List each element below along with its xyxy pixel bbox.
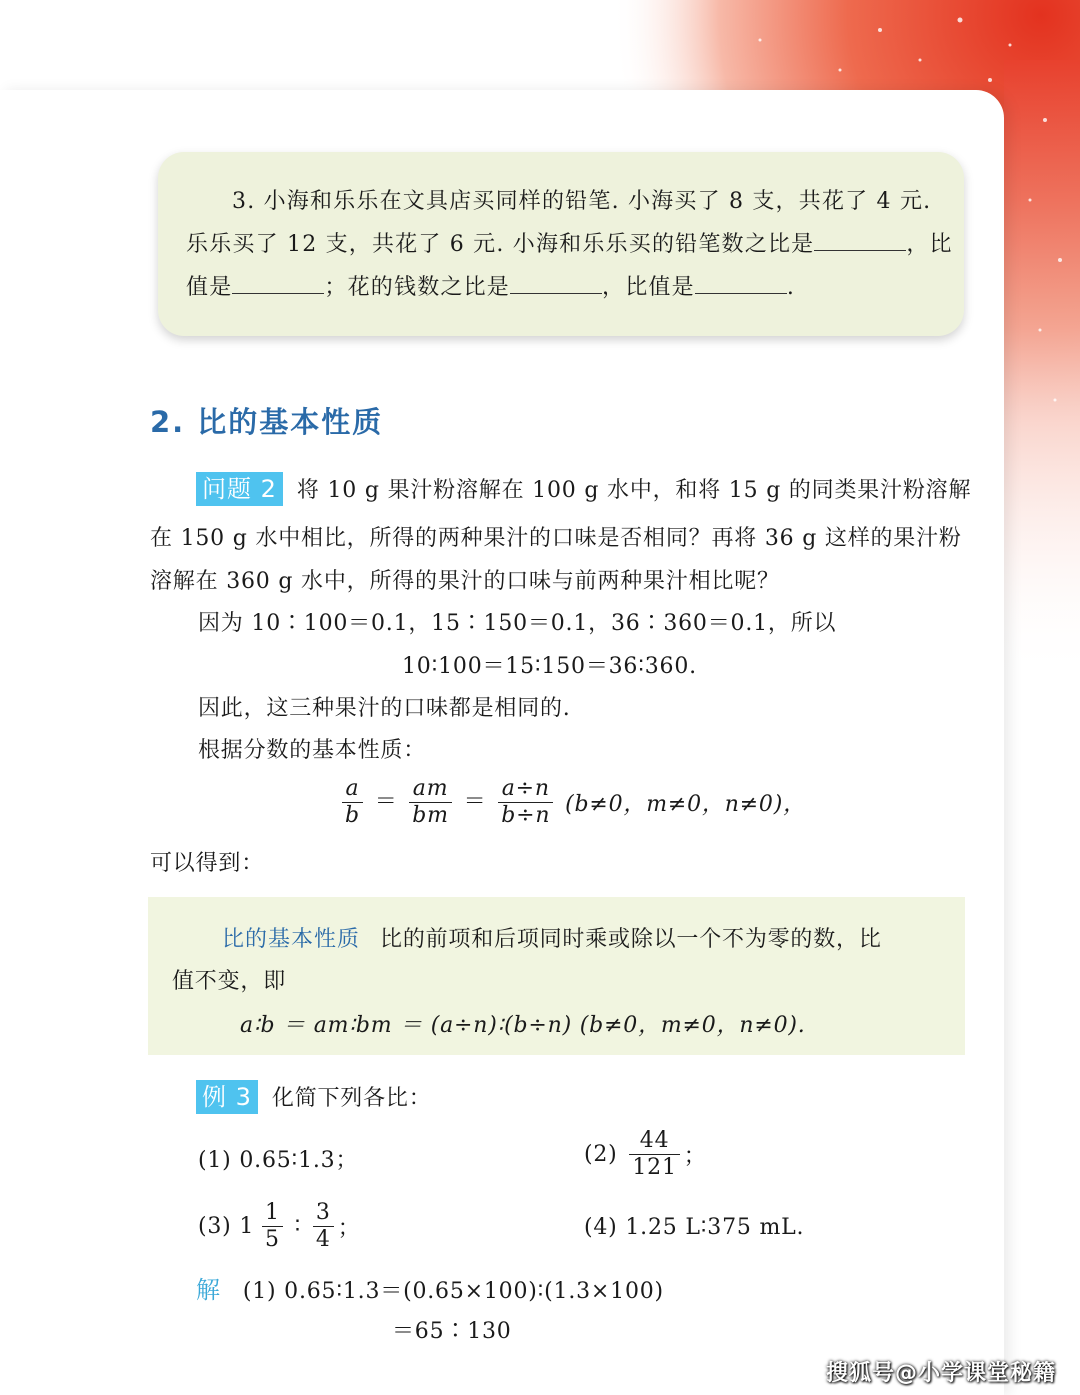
solution-line-2: ＝65∶130: [392, 1319, 512, 1344]
item-3-label: (3) 1: [198, 1214, 255, 1239]
exercise-3-line-2-text: 乐乐买了 12 支，共花了 6 元. 小海和乐乐买的铅笔数之比是: [186, 232, 815, 257]
property-name: 比的基本性质: [222, 927, 361, 952]
solution-step-1: (1) 0.65∶1.3＝(0.65×100)∶(1.3×100): [242, 1279, 664, 1304]
solution-line-1: [196, 1270, 664, 1305]
problem-2-text-1: 将 10 g 果汁粉溶解在 100 g 水中，和将 15 g 的同类果汁粉溶解: [296, 478, 972, 503]
fraction-1-over-5: [262, 1200, 283, 1253]
fraction-numerator: am: [409, 776, 452, 803]
example-item-4: (4) 1.25 L∶375 mL.: [584, 1215, 805, 1240]
exercise-3-line-3: [186, 270, 795, 301]
fraction-a-over-b: [342, 776, 363, 829]
reasoning-line-2: 因此，这三种果汁的口味都是相同的.: [198, 696, 571, 721]
formula-condition: (b≠0，m≠0，n≠0)，: [565, 792, 806, 817]
exercise-3-line-1: 3. 小海和乐乐在文具店买同样的铅笔. 小海买了 8 支，共花了 4 元.: [232, 189, 932, 214]
fraction-numerator: a: [342, 776, 363, 803]
fraction-numerator: a÷n: [498, 776, 553, 803]
item-2-end: ；: [683, 1144, 707, 1169]
property-formula: a∶b ＝ am∶bm ＝ (a÷n)∶(b÷n) (b≠0，m≠0，n≠0).: [240, 1013, 806, 1038]
fraction-a-div-n-over-b-div-n: [498, 776, 553, 829]
fraction-am-over-bm: [409, 776, 452, 829]
example-item-1: (1) 0.65∶1.3；: [198, 1148, 359, 1173]
example-3-tag: 例 3: [196, 1080, 258, 1114]
item-2-label: (2): [584, 1142, 618, 1167]
exercise-3-line-2: [186, 227, 953, 258]
problem-2-line-2: 在 150 g 水中相比，所得的两种果汁的口味是否相同？再将 36 g 这样的果汁粉: [150, 526, 962, 551]
example-item-3: [198, 1200, 361, 1253]
reasoning-line-4: 可以得到：: [150, 851, 265, 876]
example-3-heading: [196, 1080, 432, 1114]
fraction-3-over-4: [313, 1200, 334, 1253]
property-text: 比的前项和后项同时乘或除以一个不为零的数，比: [380, 927, 882, 952]
example-item-2: [584, 1128, 707, 1181]
fraction-denominator: bm: [412, 803, 449, 828]
problem-2-line-3: 溶解在 360 g 水中，所得的果汁的口味与前两种果汁相比呢？: [150, 569, 780, 594]
exercise-3-line-3-start: 值是: [186, 275, 233, 300]
fraction-numerator: 1: [262, 1200, 283, 1227]
fraction-44-over-121: [629, 1128, 679, 1181]
fraction-numerator: 44: [629, 1128, 679, 1155]
section-title: 2. 比的基本性质: [150, 405, 384, 439]
problem-2-line-1: [196, 472, 971, 506]
fraction-denominator: 121: [632, 1155, 677, 1180]
solution-mark: 解: [196, 1276, 221, 1304]
example-3-prompt: 化简下列各比：: [271, 1086, 432, 1111]
answer-blank-3[interactable]: [510, 273, 602, 294]
exercise-3-line-3-mid: ；花的钱数之比是: [324, 275, 511, 300]
problem-2-tag: 问题 2: [196, 472, 283, 506]
ratio-equation: 10∶100＝15∶150＝36∶360.: [402, 654, 697, 679]
reasoning-line-3: 根据分数的基本性质：: [198, 738, 427, 763]
property-line-1: [222, 922, 882, 953]
fraction-denominator: 5: [264, 1227, 280, 1252]
exercise-3-line-3-end: .: [786, 275, 796, 300]
reasoning-line-1: 因为 10∶100＝0.1，15∶150＝0.1，36∶360＝0.1，所以: [198, 611, 837, 636]
fraction-property-formula: [338, 776, 806, 829]
property-line-2: 值不变，即: [172, 969, 287, 994]
exercise-3-line-2-end: ，比: [906, 232, 953, 257]
answer-blank-1[interactable]: [814, 230, 906, 251]
exercise-3-line-3-mid2: ，比值是: [602, 275, 695, 300]
equals-sign: ＝: [374, 789, 398, 815]
answer-blank-4[interactable]: [695, 273, 787, 294]
item-3-end: ；: [337, 1216, 361, 1241]
fraction-denominator: b: [345, 803, 360, 828]
ratio-colon: ∶: [294, 1214, 302, 1239]
equals-sign: ＝: [463, 789, 487, 815]
answer-blank-2[interactable]: [232, 273, 324, 294]
fraction-numerator: 3: [313, 1200, 334, 1227]
fraction-denominator: 4: [315, 1227, 331, 1252]
fraction-denominator: b÷n: [501, 803, 551, 828]
watermark: 搜狐号@小学课堂秘籍: [825, 1361, 1056, 1386]
